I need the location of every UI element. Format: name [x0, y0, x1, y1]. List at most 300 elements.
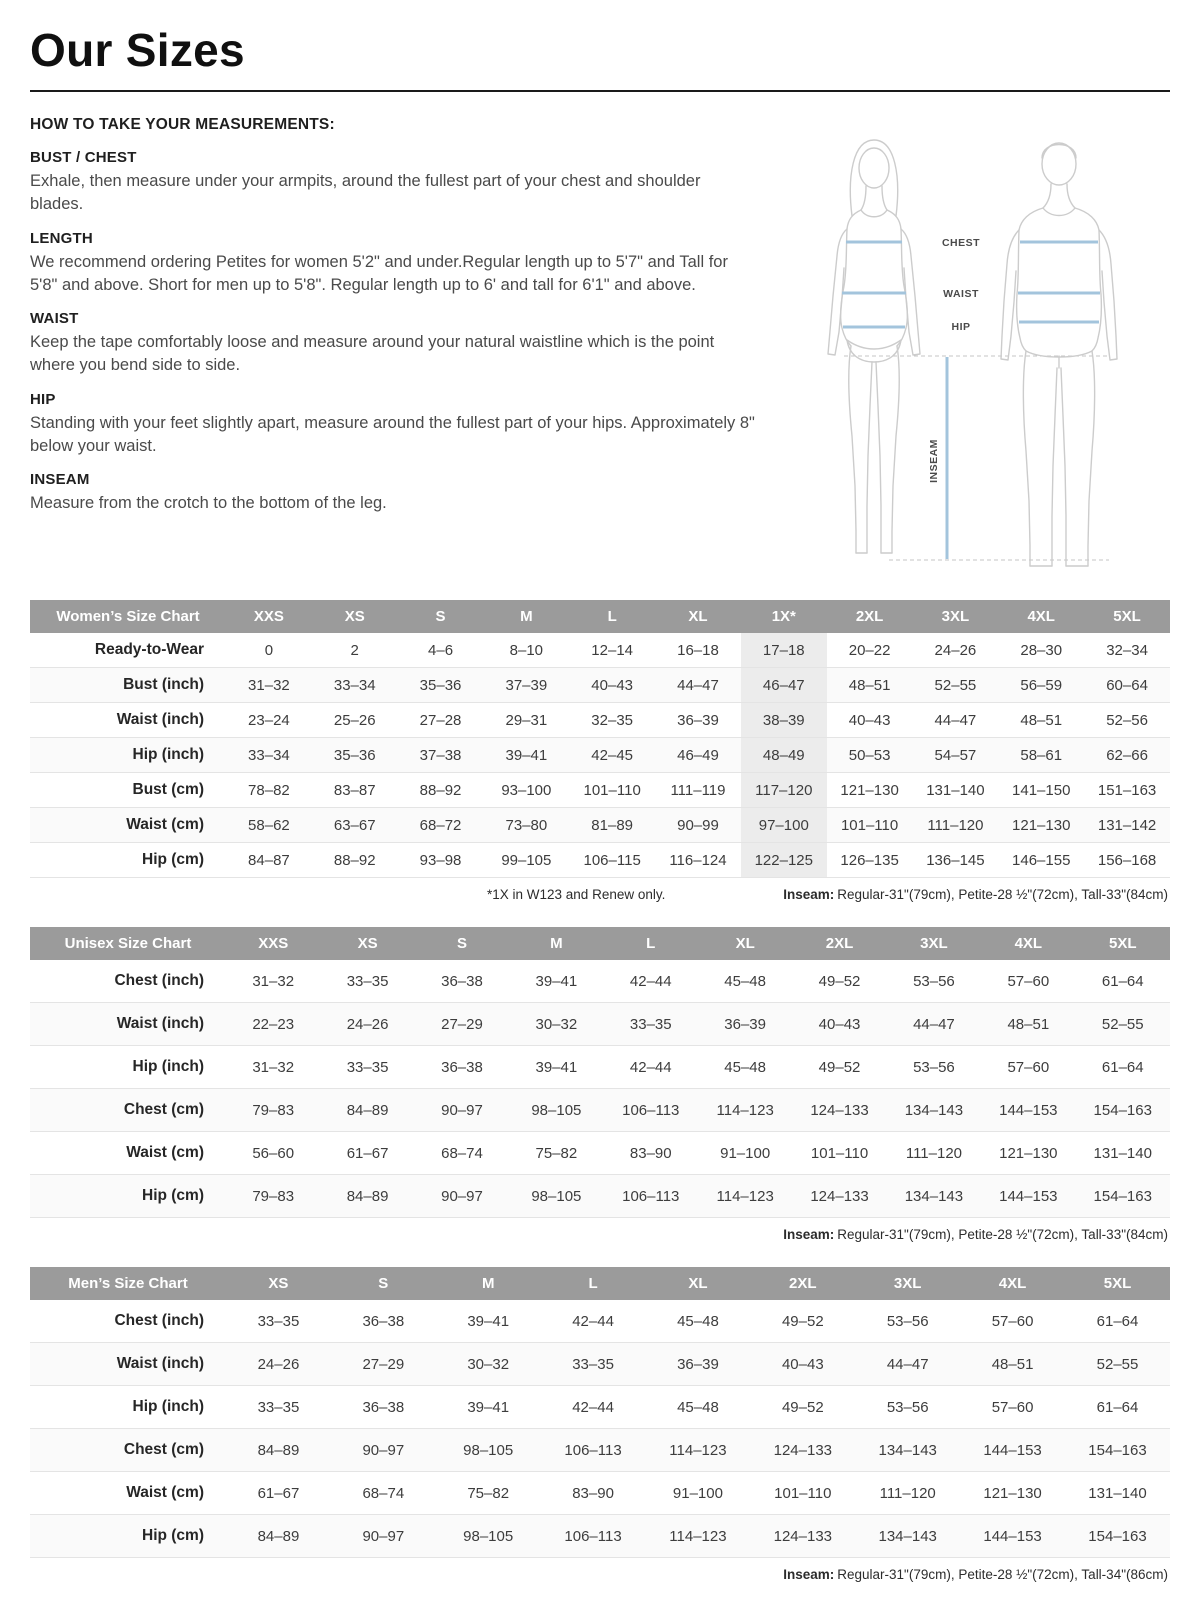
size-cell: 90–97: [331, 1515, 436, 1558]
size-cell: 49–52: [792, 1046, 886, 1089]
column-header: 2XL: [792, 927, 886, 960]
column-header: 4XL: [998, 600, 1084, 633]
page-title: Our Sizes: [30, 24, 245, 76]
size-cell: 121–130: [998, 808, 1084, 843]
size-cell: 144–153: [960, 1429, 1065, 1472]
table-row: [30, 668, 1170, 703]
column-header: 4XL: [960, 1267, 1065, 1300]
size-cell: 48–49: [741, 738, 827, 773]
header-row: [30, 1267, 1170, 1300]
section-title-inseam: INSEAM: [30, 471, 90, 489]
column-header: L: [604, 927, 698, 960]
table-row: [30, 1089, 1170, 1132]
table-row: [30, 1300, 1170, 1343]
size-cell: 37–38: [398, 738, 484, 773]
size-cell: 91–100: [698, 1132, 792, 1175]
header-row: [30, 927, 1170, 960]
instructions-heading: HOW TO TAKE YOUR MEASUREMENTS:: [30, 116, 335, 134]
size-cell: 27–29: [331, 1343, 436, 1386]
table-row: [30, 1175, 1170, 1218]
size-cell: 53–56: [887, 960, 981, 1003]
size-cell: 2: [312, 633, 398, 668]
size-cell: 52–55: [1076, 1003, 1170, 1046]
size-cell: 90–99: [655, 808, 741, 843]
row-label: Chest (cm): [30, 1089, 226, 1132]
size-cell: 121–130: [981, 1132, 1075, 1175]
size-cell: 144–153: [981, 1089, 1075, 1132]
row-label: Hip (cm): [30, 1515, 226, 1558]
female-figure: [828, 140, 920, 553]
size-cell: 0: [226, 633, 312, 668]
size-cell: 78–82: [226, 773, 312, 808]
instruction-section-hip: [30, 391, 755, 458]
row-label: Bust (inch): [30, 668, 226, 703]
inseam-footnote-text: Regular-31"(79cm), Petite-28 ½"(72cm), Tall-33"(84cm): [837, 1227, 1168, 1243]
column-header: 1X*: [741, 600, 827, 633]
table-row: [30, 1046, 1170, 1089]
row-label: Hip (inch): [30, 1386, 226, 1429]
size-cell: 57–60: [981, 1046, 1075, 1089]
size-cell: 144–153: [960, 1515, 1065, 1558]
table-row: [30, 703, 1170, 738]
row-label: Chest (inch): [30, 960, 226, 1003]
size-cell: 61–64: [1065, 1386, 1170, 1429]
inseam-footnote-label: Inseam:: [783, 1227, 835, 1243]
size-cell: 154–163: [1076, 1089, 1170, 1132]
size-cell: 52–56: [1084, 703, 1170, 738]
mens-table-footnotes: [32, 1567, 1168, 1583]
size-cell: 53–56: [887, 1046, 981, 1089]
size-cell: 61–64: [1076, 1046, 1170, 1089]
size-cell: 156–168: [1084, 843, 1170, 878]
column-header: S: [331, 1267, 436, 1300]
size-cell: 131–140: [913, 773, 999, 808]
womens-size-chart-table: [30, 600, 1170, 878]
size-cell: 31–32: [226, 1046, 320, 1089]
size-cell: 63–67: [312, 808, 398, 843]
size-cell: 106–113: [541, 1429, 646, 1472]
size-cell: 114–123: [698, 1089, 792, 1132]
size-cell: 49–52: [750, 1300, 855, 1343]
size-cell: 101–110: [827, 808, 913, 843]
table-row: [30, 1343, 1170, 1386]
title-divider: [30, 90, 1170, 92]
size-cell: 36–38: [415, 960, 509, 1003]
size-cell: 44–47: [913, 703, 999, 738]
size-cell: 79–83: [226, 1175, 320, 1218]
section-title-bust-chest: BUST / CHEST: [30, 149, 137, 167]
size-cell: 57–60: [981, 960, 1075, 1003]
size-cell: 25–26: [312, 703, 398, 738]
size-cell: 90–97: [415, 1089, 509, 1132]
size-cell: 36–39: [698, 1003, 792, 1046]
unisex-inseam-footnote: [783, 1227, 1168, 1242]
table-row: [30, 1386, 1170, 1429]
row-label: Waist (cm): [30, 1132, 226, 1175]
size-cell: 48–51: [960, 1343, 1065, 1386]
size-cell: 44–47: [655, 668, 741, 703]
size-cell: 68–72: [398, 808, 484, 843]
size-cell: 50–53: [827, 738, 913, 773]
size-cell: 124–133: [792, 1175, 886, 1218]
size-cell: 33–35: [320, 1046, 414, 1089]
instruction-section-waist: [30, 310, 755, 377]
size-cell: 84–89: [226, 1515, 331, 1558]
size-cell: 106–115: [569, 843, 655, 878]
size-cell: 48–51: [998, 703, 1084, 738]
row-label: Hip (inch): [30, 738, 226, 773]
table-row: [30, 1132, 1170, 1175]
size-cell: 90–97: [331, 1429, 436, 1472]
size-cell: 98–105: [509, 1089, 603, 1132]
size-cell: 98–105: [509, 1175, 603, 1218]
measurement-instructions: [30, 116, 755, 529]
size-cell: 136–145: [913, 843, 999, 878]
size-cell: 121–130: [827, 773, 913, 808]
column-header: 5XL: [1084, 600, 1170, 633]
size-cell: 73–80: [483, 808, 569, 843]
size-cell: 154–163: [1065, 1515, 1170, 1558]
size-cell: 42–44: [604, 1046, 698, 1089]
size-cell: 131–142: [1084, 808, 1170, 843]
size-cell: 44–47: [855, 1343, 960, 1386]
size-cell: 36–38: [331, 1386, 436, 1429]
row-label: Waist (cm): [30, 1472, 226, 1515]
size-cell: 81–89: [569, 808, 655, 843]
size-cell: 122–125: [741, 843, 827, 878]
column-header: L: [541, 1267, 646, 1300]
size-cell: 111–119: [655, 773, 741, 808]
table-title: Unisex Size Chart: [30, 927, 226, 960]
size-cell: 60–64: [1084, 668, 1170, 703]
size-cell: 16–18: [655, 633, 741, 668]
column-header: 3XL: [913, 600, 999, 633]
size-cell: 121–130: [960, 1472, 1065, 1515]
size-cell: 68–74: [415, 1132, 509, 1175]
size-cell: 48–51: [827, 668, 913, 703]
size-cell: 57–60: [960, 1300, 1065, 1343]
figure-illustration-wrap: [773, 116, 1170, 576]
size-cell: 40–43: [569, 668, 655, 703]
instruction-section-inseam: [30, 471, 755, 515]
size-cell: 56–59: [998, 668, 1084, 703]
instruction-section-length: [30, 230, 755, 297]
row-label: Waist (inch): [30, 703, 226, 738]
size-cell: 146–155: [998, 843, 1084, 878]
size-cell: 83–90: [541, 1472, 646, 1515]
size-cell: 22–23: [226, 1003, 320, 1046]
size-cell: 57–60: [960, 1386, 1065, 1429]
instruction-section-bust-chest: [30, 149, 755, 216]
size-cell: 134–143: [855, 1429, 960, 1472]
size-cell: 33–35: [541, 1343, 646, 1386]
column-header: M: [509, 927, 603, 960]
unisex-size-chart-table: [30, 927, 1170, 1218]
size-cell: 39–41: [436, 1300, 541, 1343]
size-cell: 42–44: [541, 1386, 646, 1429]
size-cell: 35–36: [312, 738, 398, 773]
column-header: XL: [655, 600, 741, 633]
size-cell: 31–32: [226, 960, 320, 1003]
column-header: XL: [698, 927, 792, 960]
table-row: [30, 1472, 1170, 1515]
row-label: Hip (cm): [30, 1175, 226, 1218]
size-cell: 106–113: [541, 1515, 646, 1558]
size-cell: 33–34: [312, 668, 398, 703]
size-cell: 117–120: [741, 773, 827, 808]
inseam-footnote-text: Regular-31"(79cm), Petite-28 ½"(72cm), Tall-33"(84cm): [837, 887, 1168, 903]
column-header: 4XL: [981, 927, 1075, 960]
size-cell: 30–32: [436, 1343, 541, 1386]
size-cell: 97–100: [741, 808, 827, 843]
size-cell: 27–28: [398, 703, 484, 738]
size-cell: 91–100: [646, 1472, 751, 1515]
size-cell: 98–105: [436, 1515, 541, 1558]
size-cell: 36–38: [331, 1300, 436, 1343]
size-cell: 12–14: [569, 633, 655, 668]
one-x-footnote: *1X in W123 and Renew only.: [487, 887, 666, 903]
row-label: Ready-to-Wear: [30, 633, 226, 668]
size-cell: 42–45: [569, 738, 655, 773]
size-cell: 61–67: [226, 1472, 331, 1515]
section-body-length: We recommend ordering Petites for women 5'2" and under.Regular length up to 5'7" and Tall for 5'8" and above. Short for men up to 5'8". Regular length up to 6' and tall for 6'1" and above.: [30, 252, 728, 294]
table-row: [30, 808, 1170, 843]
size-cell: 84–89: [320, 1089, 414, 1132]
size-cell: 114–123: [646, 1515, 751, 1558]
table-row: [30, 1003, 1170, 1046]
row-label: Waist (inch): [30, 1343, 226, 1386]
header-row: [30, 600, 1170, 633]
size-cell: 44–47: [887, 1003, 981, 1046]
table-row: [30, 843, 1170, 878]
column-header: XS: [312, 600, 398, 633]
size-cell: 4–6: [398, 633, 484, 668]
size-cell: 46–49: [655, 738, 741, 773]
size-cell: 28–30: [998, 633, 1084, 668]
inseam-footnote-label: Inseam:: [783, 887, 835, 903]
column-header: 5XL: [1065, 1267, 1170, 1300]
size-cell: 33–35: [604, 1003, 698, 1046]
measurement-figure-illustration: [789, 116, 1154, 576]
column-header: 5XL: [1076, 927, 1170, 960]
size-cell: 79–83: [226, 1089, 320, 1132]
size-cell: 33–35: [226, 1300, 331, 1343]
size-cell: 39–41: [509, 1046, 603, 1089]
column-header: M: [483, 600, 569, 633]
size-cell: 106–113: [604, 1175, 698, 1218]
column-header: XXS: [226, 600, 312, 633]
size-cell: 40–43: [750, 1343, 855, 1386]
male-figure: [1001, 143, 1117, 566]
section-body-inseam: Measure from the crotch to the bottom of the leg.: [30, 494, 387, 513]
womens-table-footnotes: [32, 887, 1168, 903]
size-cell: 131–140: [1065, 1472, 1170, 1515]
size-cell: 93–98: [398, 843, 484, 878]
size-cell: 49–52: [792, 960, 886, 1003]
size-cell: 134–143: [887, 1089, 981, 1132]
size-cell: 93–100: [483, 773, 569, 808]
size-cell: 154–163: [1076, 1175, 1170, 1218]
size-cell: 61–67: [320, 1132, 414, 1175]
size-cell: 45–48: [698, 1046, 792, 1089]
column-header: L: [569, 600, 655, 633]
size-cell: 27–29: [415, 1003, 509, 1046]
size-cell: 141–150: [998, 773, 1084, 808]
size-cell: 35–36: [398, 668, 484, 703]
size-cell: 84–87: [226, 843, 312, 878]
row-label: Chest (inch): [30, 1300, 226, 1343]
size-cell: 124–133: [750, 1515, 855, 1558]
size-cell: 111–120: [913, 808, 999, 843]
size-cell: 56–60: [226, 1132, 320, 1175]
size-cell: 84–89: [226, 1429, 331, 1472]
size-cell: 88–92: [312, 843, 398, 878]
size-cell: 30–32: [509, 1003, 603, 1046]
size-cell: 75–82: [509, 1132, 603, 1175]
size-cell: 42–44: [604, 960, 698, 1003]
size-cell: 8–10: [483, 633, 569, 668]
size-cell: 45–48: [646, 1300, 751, 1343]
size-cell: 17–18: [741, 633, 827, 668]
inseam-figure-label: INSEAM: [928, 439, 940, 484]
row-label: Chest (cm): [30, 1429, 226, 1472]
size-cell: 68–74: [331, 1472, 436, 1515]
size-cell: 54–57: [913, 738, 999, 773]
size-cell: 31–32: [226, 668, 312, 703]
column-header: 2XL: [827, 600, 913, 633]
row-label: Hip (cm): [30, 843, 226, 878]
row-label: Waist (inch): [30, 1003, 226, 1046]
section-body-hip: Standing with your feet slightly apart, measure around the fullest part of your hips. Approximately 8" below your waist.: [30, 413, 755, 455]
size-cell: 99–105: [483, 843, 569, 878]
row-label: Hip (inch): [30, 1046, 226, 1089]
size-cell: 39–41: [483, 738, 569, 773]
size-cell: 38–39: [741, 703, 827, 738]
inseam-footnote-text: Regular-31"(79cm), Petite-28 ½"(72cm), Tall-34"(86cm): [837, 1567, 1168, 1583]
column-header: XS: [320, 927, 414, 960]
size-cell: 24–26: [913, 633, 999, 668]
row-label: Waist (cm): [30, 808, 226, 843]
size-cell: 111–120: [887, 1132, 981, 1175]
size-cell: 32–34: [1084, 633, 1170, 668]
size-cell: 45–48: [698, 960, 792, 1003]
size-cell: 151–163: [1084, 773, 1170, 808]
waist-figure-label: WAIST: [943, 288, 979, 301]
size-cell: 24–26: [320, 1003, 414, 1046]
size-cell: 33–34: [226, 738, 312, 773]
table-row: [30, 633, 1170, 668]
size-cell: 126–135: [827, 843, 913, 878]
table-row: [30, 773, 1170, 808]
table-row: [30, 1429, 1170, 1472]
size-cell: 36–38: [415, 1046, 509, 1089]
column-header: XL: [646, 1267, 751, 1300]
size-cell: 20–22: [827, 633, 913, 668]
size-cell: 37–39: [483, 668, 569, 703]
column-header: S: [415, 927, 509, 960]
size-cell: 24–26: [226, 1343, 331, 1386]
size-cell: 40–43: [827, 703, 913, 738]
size-cell: 36–39: [646, 1343, 751, 1386]
size-cell: 134–143: [887, 1175, 981, 1218]
unisex-table-footnotes: [32, 1227, 1168, 1243]
row-label: Bust (cm): [30, 773, 226, 808]
section-title-hip: HIP: [30, 390, 56, 408]
size-cell: 32–35: [569, 703, 655, 738]
column-header: 3XL: [855, 1267, 960, 1300]
size-cell: 53–56: [855, 1386, 960, 1429]
size-cell: 49–52: [750, 1386, 855, 1429]
size-cell: 114–123: [698, 1175, 792, 1218]
size-cell: 48–51: [981, 1003, 1075, 1046]
size-cell: 131–140: [1076, 1132, 1170, 1175]
size-cell: 39–41: [436, 1386, 541, 1429]
table-title: Men’s Size Chart: [30, 1267, 226, 1300]
section-body-waist: Keep the tape comfortably loose and measure around your natural waistline which is the point where you bend side to side.: [30, 333, 715, 375]
table-row: [30, 738, 1170, 773]
size-cell: 98–105: [436, 1429, 541, 1472]
column-header: M: [436, 1267, 541, 1300]
size-cell: 83–87: [312, 773, 398, 808]
size-cell: 29–31: [483, 703, 569, 738]
size-cell: 90–97: [415, 1175, 509, 1218]
size-cell: 52–55: [913, 668, 999, 703]
table-row: [30, 1515, 1170, 1558]
size-cell: 88–92: [398, 773, 484, 808]
size-cell: 75–82: [436, 1472, 541, 1515]
size-cell: 124–133: [792, 1089, 886, 1132]
size-cell: 58–61: [998, 738, 1084, 773]
size-cell: 33–35: [320, 960, 414, 1003]
chest-figure-label: CHEST: [941, 237, 981, 250]
size-cell: 45–48: [646, 1386, 751, 1429]
size-cell: 124–133: [750, 1429, 855, 1472]
size-cell: 42–44: [541, 1300, 646, 1343]
size-cell: 33–35: [226, 1386, 331, 1429]
size-cell: 39–41: [509, 960, 603, 1003]
size-cell: 83–90: [604, 1132, 698, 1175]
size-cell: 144–153: [981, 1175, 1075, 1218]
size-cell: 114–123: [646, 1429, 751, 1472]
size-cell: 106–113: [604, 1089, 698, 1132]
section-title-length: LENGTH: [30, 229, 93, 247]
size-cell: 62–66: [1084, 738, 1170, 773]
size-cell: 40–43: [792, 1003, 886, 1046]
womens-inseam-footnote: [783, 887, 1168, 902]
column-header: 3XL: [887, 927, 981, 960]
size-cell: 101–110: [750, 1472, 855, 1515]
inseam-footnote-label: Inseam:: [783, 1567, 835, 1583]
size-cell: 23–24: [226, 703, 312, 738]
size-cell: 134–143: [855, 1515, 960, 1558]
size-cell: 111–120: [855, 1472, 960, 1515]
size-cell: 61–64: [1065, 1300, 1170, 1343]
mens-inseam-footnote: [783, 1567, 1168, 1582]
size-cell: 154–163: [1065, 1429, 1170, 1472]
size-cell: 46–47: [741, 668, 827, 703]
size-cell: 36–39: [655, 703, 741, 738]
column-header: XS: [226, 1267, 331, 1300]
column-header: S: [398, 600, 484, 633]
column-header: XXS: [226, 927, 320, 960]
top-section: [30, 116, 1170, 576]
size-cell: 52–55: [1065, 1343, 1170, 1386]
size-cell: 116–124: [655, 843, 741, 878]
size-cell: 101–110: [569, 773, 655, 808]
size-cell: 53–56: [855, 1300, 960, 1343]
size-cell: 84–89: [320, 1175, 414, 1218]
section-body-bust-chest: Exhale, then measure under your armpits, around the fullest part of your chest and shoulder blades.: [30, 172, 701, 214]
